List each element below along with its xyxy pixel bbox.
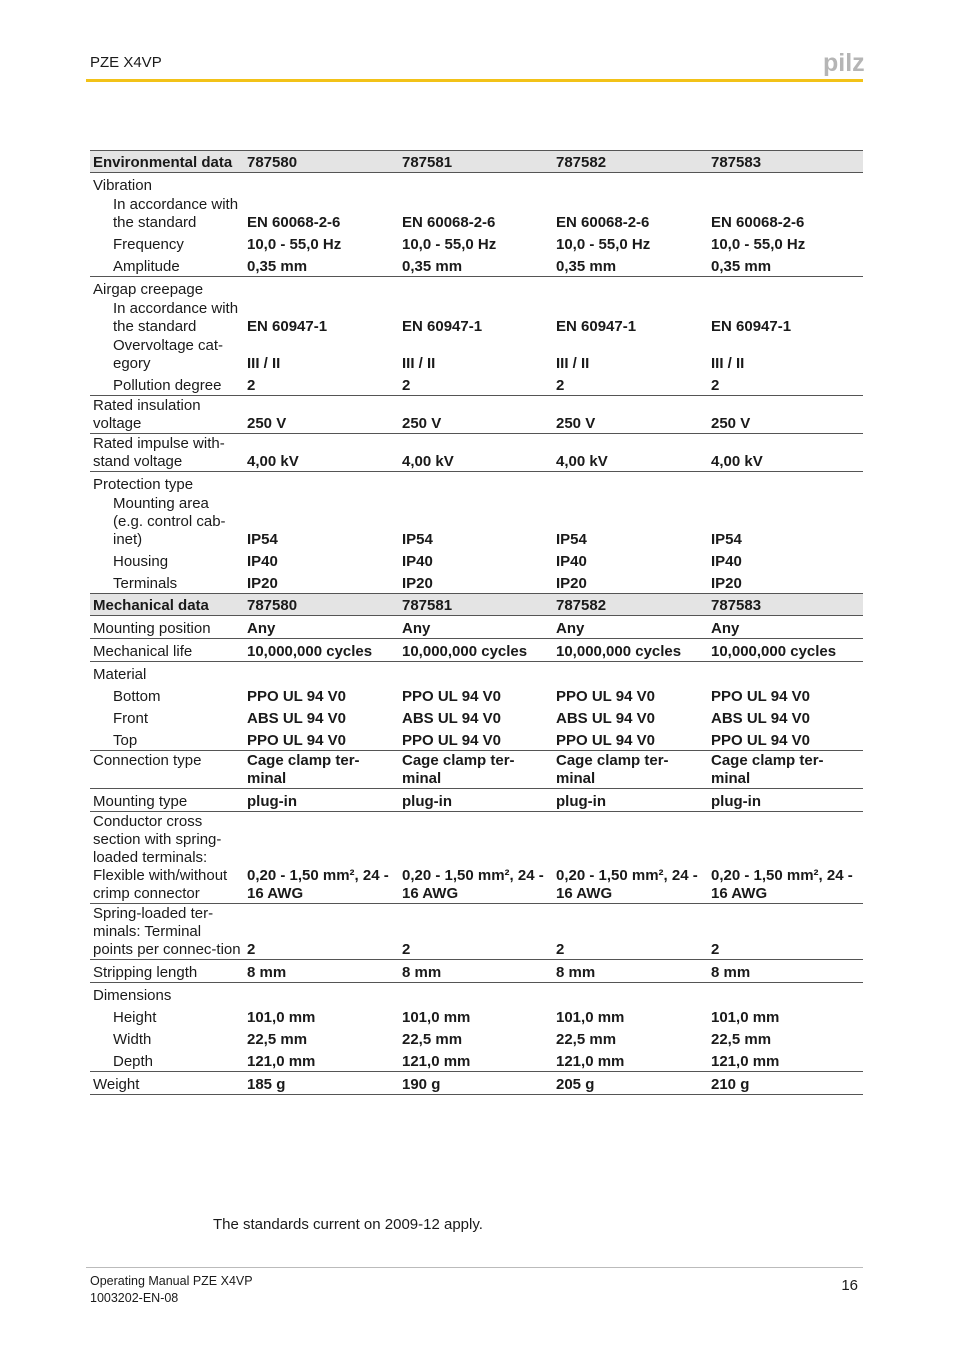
table-row (90, 232, 863, 254)
row-value: 8 mm (399, 960, 553, 983)
header-accent-rule (86, 79, 863, 82)
column-header: 787583 (708, 594, 863, 616)
row-value: 22,5 mm (402, 1031, 463, 1048)
table-row (90, 751, 863, 789)
row-value: 0,20 - 1,50 mm², 24 - 16 AWG (244, 812, 399, 904)
table-row (90, 639, 863, 662)
row-value: 10,0 - 55,0 Hz (402, 236, 497, 253)
row-value: 2 (553, 373, 708, 396)
table-row (90, 571, 863, 594)
row-value: 0,20 - 1,50 mm², 24 - 16 AWG (399, 812, 553, 904)
footer-doc-id: 1003202-EN-08 (90, 1291, 179, 1305)
row-value: III / II (556, 355, 590, 372)
row-value: 2 (708, 904, 863, 960)
row-value: IP20 (553, 571, 708, 594)
table-row (90, 494, 863, 549)
row-value: 4,00 kV (244, 434, 399, 472)
group-title-row (90, 983, 863, 1006)
row-value: ABS UL 94 V0 (402, 710, 501, 727)
technical-data-table (90, 150, 863, 1095)
row-label: Overvoltage cat-egory (113, 337, 224, 372)
row-value: IP54 (402, 531, 433, 548)
empty-cell (399, 472, 553, 495)
empty-cell (553, 173, 708, 196)
row-value: EN 60947-1 (247, 318, 328, 335)
footer-info (90, 1273, 253, 1307)
table-row (90, 812, 863, 904)
row-label: Housing (113, 553, 169, 570)
row-value: III / II (402, 355, 436, 372)
table-row (90, 373, 863, 396)
table-row (90, 904, 863, 960)
row-value: 22,5 mm (247, 1031, 308, 1048)
row-value: IP20 (399, 571, 553, 594)
row-value: Cage clamp ter-minal (244, 751, 399, 789)
table-row (90, 549, 863, 571)
row-value: 10,0 - 55,0 Hz (556, 236, 651, 253)
document-title: PZE X4VP (90, 54, 162, 71)
empty-cell (708, 983, 863, 1006)
table-row (90, 1005, 863, 1027)
footer-manual: Operating Manual PZE X4VP (90, 1274, 253, 1288)
row-value: plug-in (553, 789, 708, 812)
row-value: 0,35 mm (708, 254, 863, 277)
empty-cell (244, 472, 399, 495)
row-label: Top (90, 728, 244, 751)
row-value: Cage clamp ter-minal (708, 751, 863, 789)
table-row (90, 728, 863, 751)
row-label: Mounting position (90, 616, 244, 639)
row-value: EN 60068-2-6 (556, 214, 650, 231)
empty-cell (708, 173, 863, 196)
row-value: 121,0 mm (708, 1049, 863, 1072)
section-header (90, 151, 863, 173)
row-label: Weight (90, 1072, 244, 1095)
group-title: Vibration (93, 177, 152, 194)
group-title: Airgap creepage (93, 281, 204, 298)
table-row (90, 1049, 863, 1072)
pilz-logo (822, 49, 866, 77)
group-title: Dimensions (93, 987, 172, 1004)
row-value: 10,000,000 cycles (708, 639, 863, 662)
table-row (90, 1072, 863, 1095)
row-value: IP54 (247, 531, 278, 548)
row-value: 0,20 - 1,50 mm², 24 - 16 AWG (708, 812, 863, 904)
table-row (90, 195, 863, 232)
pilz-logo-text: pilz (823, 49, 865, 77)
empty-cell (553, 662, 708, 685)
row-value: PPO UL 94 V0 (553, 728, 708, 751)
row-value: IP54 (711, 531, 742, 548)
row-value: IP20 (708, 571, 863, 594)
row-value: ABS UL 94 V0 (247, 710, 346, 727)
row-value: 101,0 mm (711, 1009, 780, 1026)
row-label: Frequency (113, 236, 184, 253)
empty-cell (399, 277, 553, 300)
row-value: ABS UL 94 V0 (556, 710, 655, 727)
row-value: plug-in (399, 789, 553, 812)
column-header: 787582 (553, 594, 708, 616)
row-value: 22,5 mm (556, 1031, 617, 1048)
row-value: 8 mm (708, 960, 863, 983)
row-value: 10,000,000 cycles (399, 639, 553, 662)
standards-note: The standards current on 2009-12 apply. (213, 1216, 483, 1233)
group-title-row (90, 277, 863, 300)
empty-cell (553, 277, 708, 300)
table-row (90, 396, 863, 434)
row-value: 250 V (708, 396, 863, 434)
group-title-row (90, 173, 863, 196)
column-header: 787581 (399, 594, 553, 616)
row-value: EN 60068-2-6 (711, 214, 805, 231)
row-value: 250 V (244, 396, 399, 434)
row-label: Height (113, 1009, 157, 1026)
table-row (90, 789, 863, 812)
row-label: Rated impulse with-stand voltage (90, 434, 244, 472)
row-value: 121,0 mm (399, 1049, 553, 1072)
page-number: 16 (841, 1277, 858, 1294)
table-row (90, 1027, 863, 1049)
row-value: IP40 (556, 553, 587, 570)
row-value: 101,0 mm (402, 1009, 471, 1026)
group-title: Protection type (93, 476, 194, 493)
row-label: In accordance with the standard (113, 300, 239, 335)
column-header: 787580 (244, 594, 399, 616)
row-value: IP54 (556, 531, 587, 548)
empty-cell (244, 983, 399, 1006)
row-value: 101,0 mm (247, 1009, 316, 1026)
row-value: 121,0 mm (553, 1049, 708, 1072)
row-value: Any (244, 616, 399, 639)
row-label: Rated insulation voltage (90, 396, 244, 434)
column-header: 787583 (708, 151, 863, 173)
footer-rule (86, 1267, 863, 1268)
row-value: 4,00 kV (399, 434, 553, 472)
row-value: 10,000,000 cycles (553, 639, 708, 662)
group-title: Material (93, 666, 147, 683)
row-value: PPO UL 94 V0 (399, 728, 553, 751)
row-value: Any (399, 616, 553, 639)
table-row (90, 434, 863, 472)
empty-cell (553, 983, 708, 1006)
row-value: 2 (244, 373, 399, 396)
row-label: Mechanical life (90, 639, 244, 662)
row-value: 10,000,000 cycles (244, 639, 399, 662)
empty-cell (708, 472, 863, 495)
row-value: IP20 (244, 571, 399, 594)
row-label: Amplitude (90, 254, 244, 277)
row-value: IP40 (247, 553, 278, 570)
row-value: III / II (247, 355, 281, 372)
row-value: 2 (244, 904, 399, 960)
row-value: Any (708, 616, 863, 639)
row-value: IP40 (402, 553, 433, 570)
row-label: Width (113, 1031, 152, 1048)
row-value: 121,0 mm (244, 1049, 399, 1072)
row-value: plug-in (708, 789, 863, 812)
row-value: PPO UL 94 V0 (402, 688, 501, 705)
row-value: 10,0 - 55,0 Hz (711, 236, 806, 253)
column-header: 787580 (244, 151, 399, 173)
table-row (90, 960, 863, 983)
section-title: Environmental data (90, 151, 244, 173)
row-value: III / II (711, 355, 745, 372)
row-value: 0,35 mm (244, 254, 399, 277)
row-value: PPO UL 94 V0 (711, 688, 810, 705)
table-row (90, 336, 863, 373)
empty-cell (399, 173, 553, 196)
group-title-row (90, 662, 863, 685)
empty-cell (244, 662, 399, 685)
section-title: Mechanical data (90, 594, 244, 616)
row-value: 0,20 - 1,50 mm², 24 - 16 AWG (553, 812, 708, 904)
empty-cell (399, 983, 553, 1006)
row-value: Cage clamp ter-minal (399, 751, 553, 789)
row-label: Depth (90, 1049, 244, 1072)
table-row (90, 684, 863, 706)
row-value: 8 mm (244, 960, 399, 983)
row-value: 2 (553, 904, 708, 960)
row-value: 250 V (553, 396, 708, 434)
table-row (90, 706, 863, 728)
row-label: Mounting type (90, 789, 244, 812)
row-value: 22,5 mm (711, 1031, 772, 1048)
row-value: EN 60947-1 (402, 318, 483, 335)
row-value: Any (553, 616, 708, 639)
empty-cell (708, 277, 863, 300)
row-value: EN 60947-1 (711, 318, 792, 335)
row-value: 210 g (708, 1072, 863, 1095)
row-value: EN 60947-1 (556, 318, 637, 335)
table-row (90, 299, 863, 336)
row-value: EN 60068-2-6 (247, 214, 341, 231)
row-value: 0,35 mm (399, 254, 553, 277)
row-value: Cage clamp ter-minal (553, 751, 708, 789)
row-label: Terminals (90, 571, 244, 594)
empty-cell (399, 662, 553, 685)
row-value: 205 g (553, 1072, 708, 1095)
row-label: Connection type (90, 751, 244, 789)
row-value: PPO UL 94 V0 (244, 728, 399, 751)
row-label: Stripping length (90, 960, 244, 983)
row-value: PPO UL 94 V0 (556, 688, 655, 705)
row-value: 0,35 mm (553, 254, 708, 277)
row-value: 2 (708, 373, 863, 396)
column-header: 787582 (553, 151, 708, 173)
row-label: Front (113, 710, 149, 727)
column-header: 787581 (399, 151, 553, 173)
table-row (90, 616, 863, 639)
row-label: Bottom (113, 688, 161, 705)
row-value: plug-in (244, 789, 399, 812)
row-value: 101,0 mm (556, 1009, 625, 1026)
row-label: Conductor cross section with spring-loaded terminals: Flexible with/without crimp connector (90, 812, 244, 904)
row-value: PPO UL 94 V0 (708, 728, 863, 751)
row-value: IP40 (711, 553, 742, 570)
row-value: PPO UL 94 V0 (247, 688, 346, 705)
row-value: 2 (399, 904, 553, 960)
row-value: 4,00 kV (553, 434, 708, 472)
row-label: Pollution degree (90, 373, 244, 396)
row-label: In accordance with the standard (113, 196, 239, 231)
row-value: EN 60068-2-6 (402, 214, 496, 231)
row-value: 4,00 kV (708, 434, 863, 472)
empty-cell (708, 662, 863, 685)
row-value: 250 V (399, 396, 553, 434)
row-value: ABS UL 94 V0 (711, 710, 810, 727)
table-row (90, 254, 863, 277)
group-title-row (90, 472, 863, 495)
row-value: 185 g (244, 1072, 399, 1095)
empty-cell (553, 472, 708, 495)
row-value: 190 g (399, 1072, 553, 1095)
row-value: 10,0 - 55,0 Hz (247, 236, 342, 253)
empty-cell (244, 277, 399, 300)
empty-cell (244, 173, 399, 196)
section-header (90, 594, 863, 616)
row-label: Spring-loaded ter-minals: Terminal points per connec-tion (90, 904, 244, 960)
row-value: 2 (399, 373, 553, 396)
row-value: 8 mm (553, 960, 708, 983)
row-label: Mounting area (e.g. control cab-inet) (113, 495, 226, 548)
